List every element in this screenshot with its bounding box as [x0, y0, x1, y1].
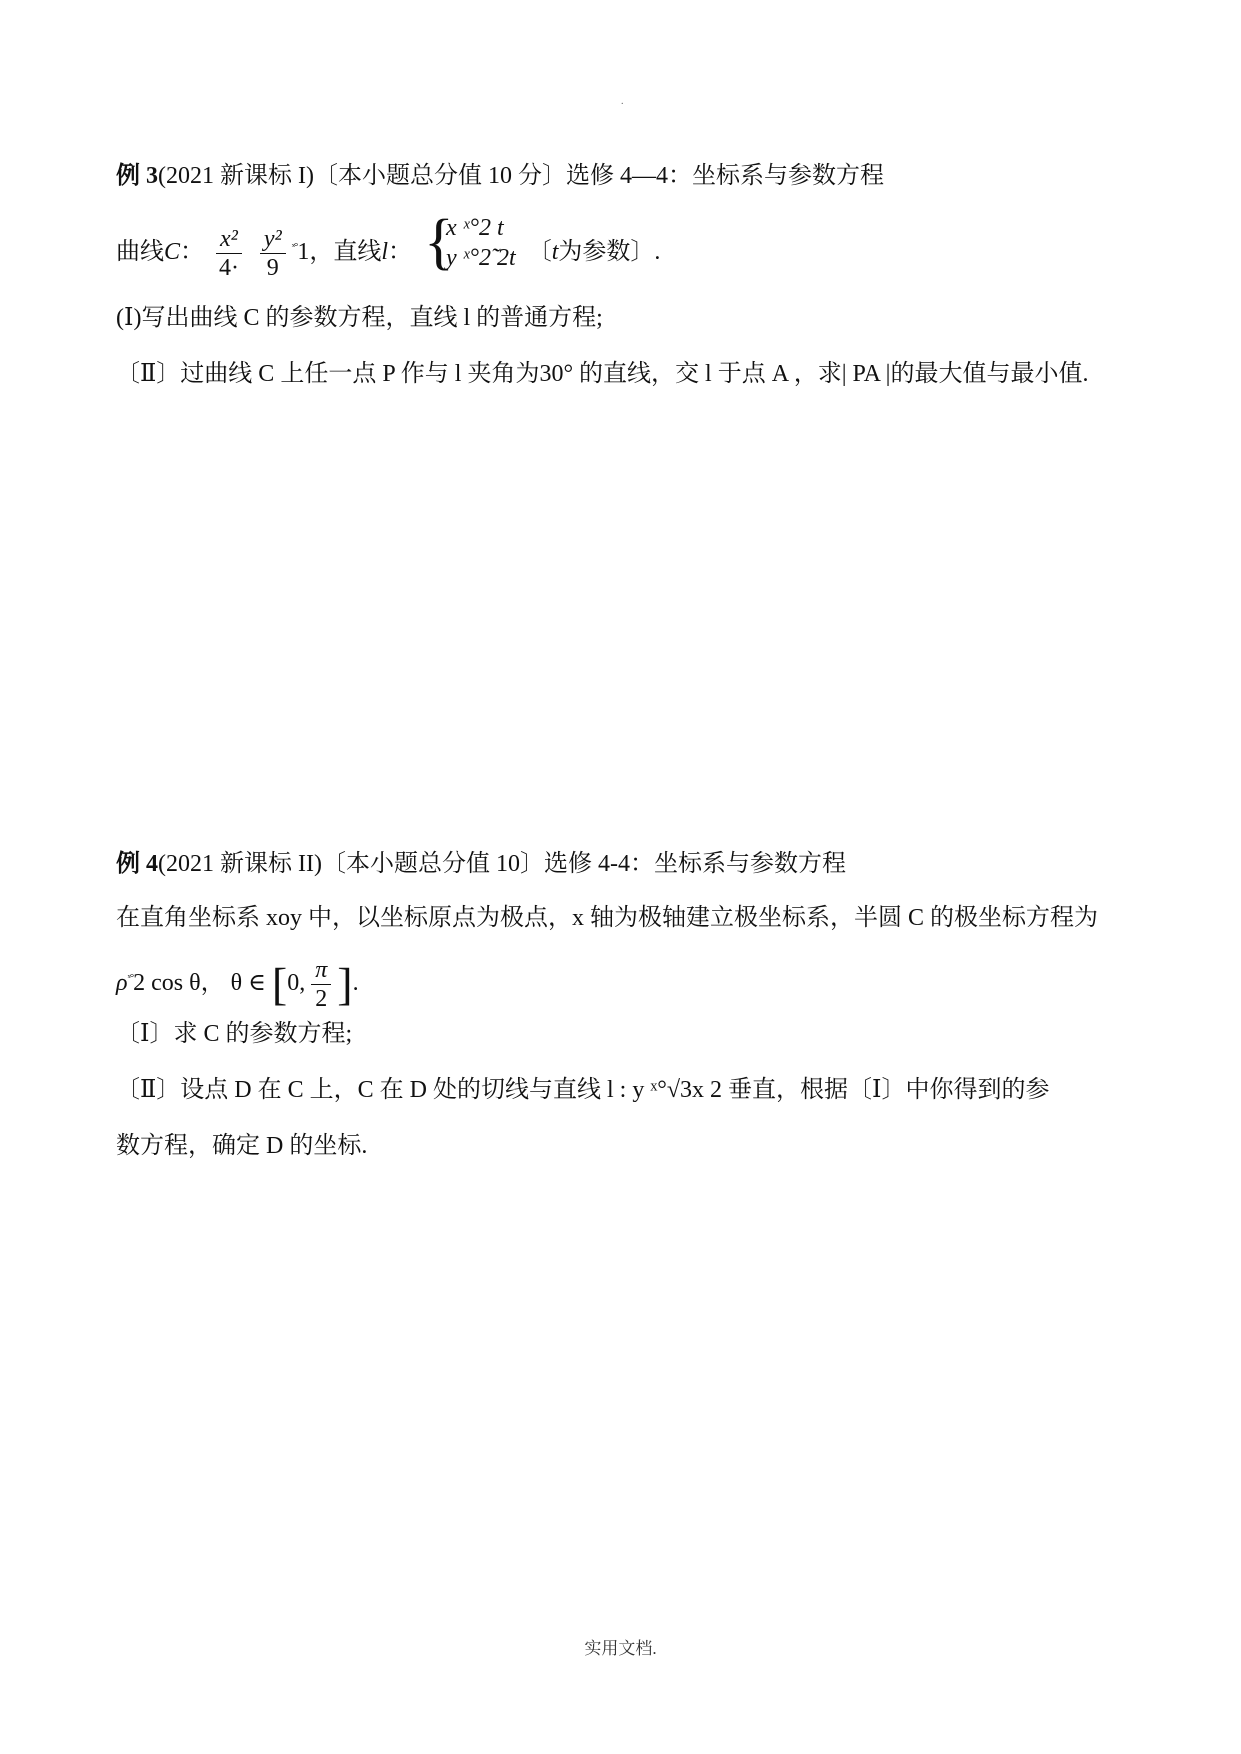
fraction-numerator: π: [311, 956, 331, 985]
example4-statement: 在直角坐标系 xoy 中，以坐标原点为极点，x 轴为极轴建立极坐标系，半圆 C 的极坐标方程为: [116, 905, 1099, 931]
fraction-denominator: 4·: [218, 254, 239, 281]
fraction-numerator: x²: [216, 225, 242, 254]
fraction-pi-over-2: [311, 956, 331, 1013]
example3-question2: 〔Ⅱ〕过曲线 C 上任一点 P 作与 l 夹角为30° 的直线，交 l 于点 A ，求| PA |的最大值与最小值.: [116, 361, 1089, 387]
fraction-y2-over-9: [260, 225, 286, 282]
page-footer: 实用文档.: [584, 1639, 657, 1658]
fraction-denominator: 9: [266, 254, 279, 281]
equals-glyph: ˣ°: [127, 972, 134, 984]
system-line: x ˣ°2 t: [446, 215, 504, 242]
system-lines: [446, 213, 516, 273]
param-note: 为参数〕.: [558, 239, 661, 265]
example3-source: (2021 新课标 I)〔本小题总分值 10 分〕选修 4—4：坐标系与参数方程: [158, 163, 884, 189]
interval-start: 0,: [287, 970, 306, 996]
top-dot-mark: .: [621, 96, 624, 107]
equation-body: 2 cos θ， θ ∈: [133, 970, 266, 996]
left-bracket-icon: [: [271, 958, 288, 1010]
equation-end: .: [352, 970, 359, 996]
equals-glyph: ˣ°: [291, 241, 298, 253]
system-line: y ˣ°2̃ 2t: [446, 245, 516, 272]
fraction-x2-over-4: [216, 225, 242, 282]
fraction-numerator: y²: [260, 225, 286, 254]
fraction-denominator: 2: [315, 985, 328, 1012]
colon: ：: [388, 239, 412, 265]
example4-question1: 〔Ⅰ〕求 C 的参数方程;: [116, 1021, 353, 1047]
example4-question2-line1: 〔Ⅱ〕设点 D 在 C 上，C 在 D 处的切线与直线 l : y ˣ°√3x 2 垂直，根据〔Ⅰ〕中你得到的参: [116, 1077, 1050, 1103]
example4-question2-line2: 数方程，确定 D 的坐标.: [116, 1133, 368, 1159]
example4-label: 例 4: [116, 851, 158, 877]
curve-label: 曲线: [116, 239, 164, 265]
right-bracket-icon: ]: [337, 958, 353, 1010]
curve-variable: C: [164, 239, 181, 265]
example4-source: (2021 新课标 II)〔本小题总分值 10〕选修 4-4：坐标系与参数方程: [158, 851, 846, 877]
param-variable: t: [551, 239, 559, 265]
left-brace-icon: {: [424, 208, 454, 277]
example3-equations: [116, 208, 661, 282]
example4-equation: [116, 950, 359, 1012]
equation-tail: 1，直线: [297, 239, 382, 265]
example3-label: 例 3: [116, 163, 158, 189]
example4-heading: [116, 848, 846, 880]
colon: ：: [180, 239, 205, 265]
example3-question1: (Ⅰ)写出曲线 C 的参数方程，直线 l 的普通方程;: [116, 305, 603, 331]
rho-symbol: ρ: [116, 970, 128, 996]
line-variable: l: [381, 239, 388, 265]
example3-heading: [116, 160, 884, 192]
param-note-open: 〔: [527, 239, 552, 265]
parametric-system: [424, 208, 516, 293]
